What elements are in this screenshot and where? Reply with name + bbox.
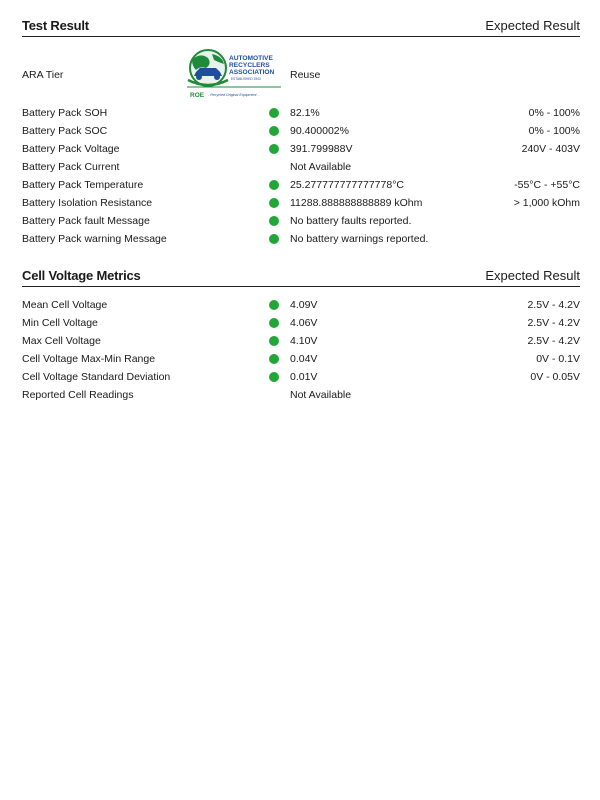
globe-car-icon: [188, 50, 228, 86]
row-value: 391.799988V: [290, 143, 353, 155]
row-value: No battery warnings reported.: [290, 233, 429, 245]
ara-tier-row: [22, 66, 580, 84]
table-row: [22, 230, 580, 248]
cell-voltage-title: Cell Voltage Metrics: [22, 268, 141, 283]
table-row: [22, 212, 580, 230]
logo-line1: AUTOMOTIVE: [229, 55, 273, 62]
ara-tier-label: ARA Tier: [22, 69, 64, 81]
ara-roe-logo: [186, 46, 282, 104]
row-expected: > 1,000 kOhm: [513, 197, 580, 209]
row-expected: 0V - 0.1V: [536, 353, 580, 365]
status-dot-icon: [269, 354, 279, 364]
status-dot-icon: [269, 234, 279, 244]
status-dot-icon: [269, 144, 279, 154]
row-label: Battery Isolation Resistance: [22, 197, 153, 209]
table-row: [22, 104, 580, 122]
row-expected: 0% - 100%: [528, 125, 580, 137]
row-label: Mean Cell Voltage: [22, 299, 108, 311]
row-label: Battery Pack fault Message: [22, 215, 150, 227]
row-expected: 2.5V - 4.2V: [527, 299, 580, 311]
table-row: [22, 332, 580, 350]
row-value: 0.01V: [290, 371, 318, 383]
row-label: Cell Voltage Max-Min Range: [22, 353, 156, 365]
row-label: Battery Pack Temperature: [22, 179, 144, 191]
status-dot-icon: [269, 180, 279, 190]
status-dot-icon: [269, 336, 279, 346]
row-value: 25.277777777777778°C: [290, 179, 404, 191]
row-expected: 0% - 100%: [528, 107, 580, 119]
logo-established: ESTABLISHED 1943: [231, 77, 261, 81]
table-row: [22, 296, 580, 314]
test-result-expected-header: Expected Result: [485, 18, 580, 33]
cell-voltage-expected-header: Expected Result: [485, 268, 580, 283]
table-row: [22, 194, 580, 212]
row-expected: 2.5V - 4.2V: [527, 317, 580, 329]
status-dot-icon: [269, 300, 279, 310]
row-value: 90.400002%: [290, 125, 349, 137]
table-row: [22, 140, 580, 158]
status-dot-icon: [269, 126, 279, 136]
row-expected: 0V - 0.05V: [530, 371, 580, 383]
table-row: [22, 386, 580, 404]
row-label: Max Cell Voltage: [22, 335, 101, 347]
row-expected: 240V - 403V: [521, 143, 580, 155]
logo-roe-caption: - Recycled Original Equipment -: [208, 93, 259, 97]
table-row: [22, 158, 580, 176]
table-row: [22, 122, 580, 140]
row-value: 0.04V: [290, 353, 318, 365]
row-expected: -55°C - +55°C: [514, 179, 580, 191]
row-label: Battery Pack warning Message: [22, 233, 167, 245]
row-label: Reported Cell Readings: [22, 389, 134, 401]
row-value: 4.10V: [290, 335, 318, 347]
row-value: No battery faults reported.: [290, 215, 412, 227]
row-label: Battery Pack SOC: [22, 125, 108, 137]
row-value: Not Available: [290, 161, 352, 173]
logo-line2: RECYCLERS: [229, 62, 270, 69]
table-row: [22, 368, 580, 386]
status-dot-icon: [269, 372, 279, 382]
ara-tier-value: Reuse: [290, 69, 321, 81]
status-dot-icon: [269, 108, 279, 118]
logo-roe: ROE: [190, 92, 205, 99]
table-row: [22, 314, 580, 332]
row-value: Not Available: [290, 389, 352, 401]
row-value: 4.06V: [290, 317, 318, 329]
row-label: Battery Pack Voltage: [22, 143, 120, 155]
row-label: Cell Voltage Standard Deviation: [22, 371, 171, 383]
logo-line3: ASSOCIATION: [229, 69, 275, 76]
row-label: Min Cell Voltage: [22, 317, 98, 329]
status-dot-icon: [269, 318, 279, 328]
cell-voltage-header: [22, 268, 580, 287]
table-row: [22, 176, 580, 194]
status-dot-icon: [269, 216, 279, 226]
row-label: Battery Pack Current: [22, 161, 120, 173]
row-value: 4.09V: [290, 299, 318, 311]
test-result-title: Test Result: [22, 18, 89, 33]
table-row: [22, 350, 580, 368]
row-value: 82.1%: [290, 107, 320, 119]
status-dot-icon: [269, 198, 279, 208]
row-expected: 2.5V - 4.2V: [527, 335, 580, 347]
test-result-header: [22, 18, 580, 37]
row-label: Battery Pack SOH: [22, 107, 108, 119]
row-value: 11288.888888888889 kOhm: [290, 197, 423, 209]
